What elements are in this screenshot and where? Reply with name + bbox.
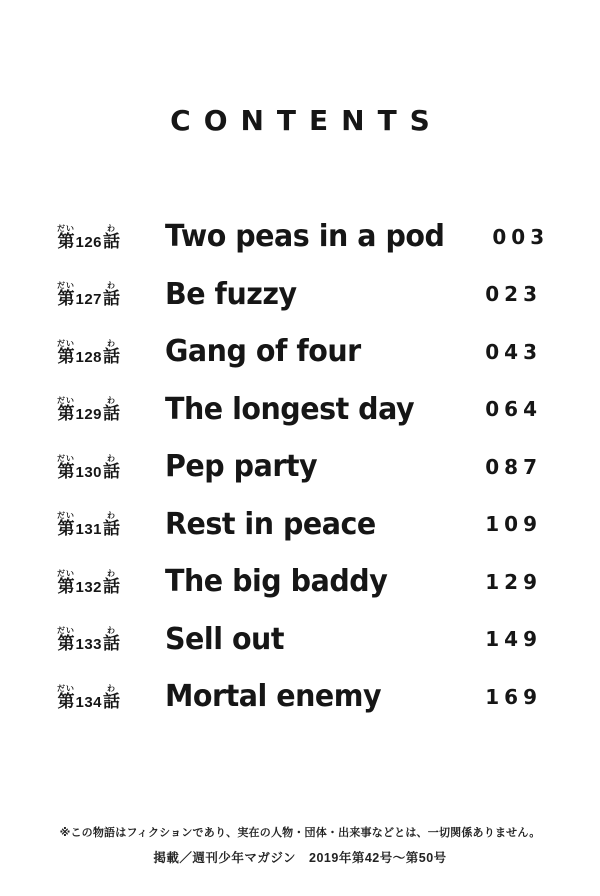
chapter-label <box>57 684 149 710</box>
chapter-number: 132 <box>75 578 103 596</box>
chapter-label <box>57 339 149 365</box>
toc-list <box>0 208 600 726</box>
toc-row <box>0 266 600 324</box>
chapter-number: 134 <box>75 693 103 711</box>
chapter-label <box>57 281 149 307</box>
chapter-title: Mortal enemy <box>165 679 382 715</box>
chapter-prefix: 第だい <box>57 626 75 654</box>
chapter-number: 129 <box>75 406 103 424</box>
toc-row <box>0 438 600 496</box>
chapter-suffix: 話わ <box>103 511 121 539</box>
chapter-label <box>57 626 149 652</box>
chapter-suffix: 話わ <box>103 396 121 424</box>
chapter-suffix: 話わ <box>103 626 121 654</box>
chapter-number: 133 <box>75 636 103 654</box>
chapter-number: 128 <box>75 348 103 366</box>
chapter-number: 131 <box>75 521 103 539</box>
chapter-title: The big baddy <box>165 564 388 600</box>
chapter-suffix: 話わ <box>103 568 121 596</box>
chapter-prefix: 第だい <box>57 223 75 251</box>
chapter-prefix: 第だい <box>57 338 75 366</box>
chapter-title: Pep party <box>165 449 318 485</box>
toc-row <box>0 323 600 381</box>
disclaimer-text: ※この物語はフィクションであり、実在の人物・団体・出来事などとは、一切関係ありません。 <box>59 827 541 839</box>
chapter-number: 130 <box>75 463 103 481</box>
page-number: 169 <box>485 684 542 709</box>
toc-row <box>0 668 600 726</box>
chapter-title: Rest in peace <box>165 506 376 542</box>
chapter-label <box>57 511 149 537</box>
chapter-prefix: 第だい <box>57 511 75 539</box>
chapter-title: The longest day <box>165 391 415 427</box>
chapter-title: Two peas in a pod <box>165 219 445 255</box>
page-number: 023 <box>485 282 542 307</box>
page-number: 003 <box>492 224 550 249</box>
toc-row <box>0 208 600 266</box>
chapter-suffix: 話わ <box>103 683 121 711</box>
page-number: 129 <box>485 569 542 594</box>
chapter-number: 126 <box>75 233 103 251</box>
chapter-suffix: 話わ <box>103 281 121 309</box>
chapter-label <box>57 396 149 422</box>
chapter-title: Gang of four <box>165 334 361 370</box>
chapter-label <box>57 569 149 595</box>
toc-row <box>0 611 600 669</box>
chapter-prefix: 第だい <box>57 453 75 481</box>
chapter-label <box>57 224 149 250</box>
page-number: 109 <box>485 512 542 537</box>
chapter-prefix: 第だい <box>57 568 75 596</box>
page-number: 087 <box>485 454 542 479</box>
chapter-prefix: 第だい <box>57 281 75 309</box>
toc-row <box>0 553 600 611</box>
chapter-title: Be fuzzy <box>165 276 297 312</box>
footer <box>0 824 600 866</box>
toc-row <box>0 496 600 554</box>
chapter-suffix: 話わ <box>103 223 121 251</box>
chapter-title: Sell out <box>165 621 285 657</box>
page-number: 064 <box>485 397 542 422</box>
chapter-number: 127 <box>75 291 103 309</box>
page-title: CONTENTS <box>170 104 443 137</box>
chapter-suffix: 話わ <box>103 453 121 481</box>
chapter-suffix: 話わ <box>103 338 121 366</box>
chapter-prefix: 第だい <box>57 683 75 711</box>
page-number: 043 <box>485 339 542 364</box>
chapter-label <box>57 454 149 480</box>
page-number: 149 <box>485 627 542 652</box>
toc-row <box>0 381 600 439</box>
publication-text: 掲載／週刊少年マガジン 2019年第42号～第50号 <box>153 851 447 865</box>
chapter-prefix: 第だい <box>57 396 75 424</box>
